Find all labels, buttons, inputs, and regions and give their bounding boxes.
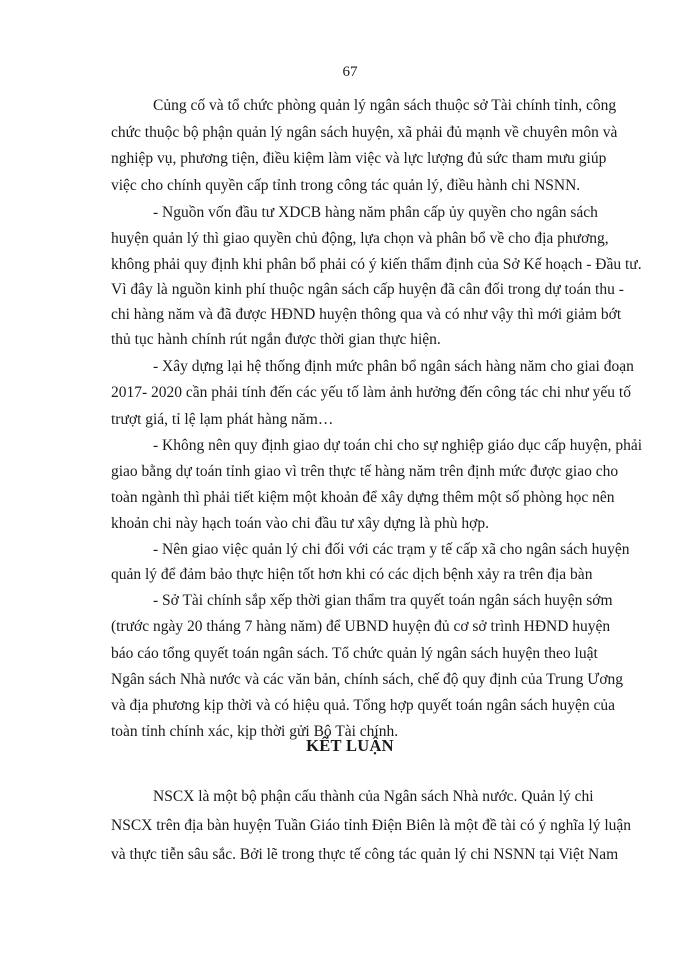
text-line: việc cho chính quyền cấp tỉnh trong công tác quản lý, điều hành chi NSNN. [111,176,581,194]
text-line: báo cáo tổng quyết toán ngân sách. Tổ chức quản lý ngân sách huyện theo luật [111,644,598,662]
text-line: trượt giá, tỉ lệ lạm phát hàng năm… [111,410,334,428]
text-line: chi hàng năm và đã được HĐND huyện thông qua và có như vậy thì mới giảm bớt [111,306,622,324]
text-line: Ngân sách Nhà nước và các văn bản, chính sách, chế độ quy định của Trung Ương [111,670,624,688]
text-line: Củng cố và tổ chức phòng quản lý ngân sách thuộc sở Tài chính tỉnh, công [153,97,617,115]
text-line: Vì đây là nguồn kinh phí thuộc ngân sách cấp huyện đã cân đối trong dự toán thu - [111,280,624,298]
text-line: thủ tục hành chính rút ngắn được thời gian thực hiện. [111,331,441,349]
page-number: 67 [342,64,358,80]
text-line: - Nên giao việc quản lý chi đối với các trạm y tế cấp xã cho ngân sách huyện [153,541,630,558]
text-line: - Nguồn vốn đầu tư XDCB hàng năm phân cấp ủy quyền cho ngân sách [153,203,598,221]
text-line: - Không nên quy định giao dự toán chi cho sự nghiệp giáo dục cấp huyện, phải [153,436,643,454]
text-line: toàn ngành thì phải tiết kiệm một khoản để xây dựng thêm một số phòng học nên [111,488,615,506]
text-line: không phải quy định khi phân bổ phải có ý kiến thẩm định của Sở Kế hoạch - Đầu tư. [111,255,642,273]
text-line: - Sở Tài chính sắp xếp thời gian thẩm tra quyết toán ngân sách huyện sớm [153,592,613,610]
text-line: giao bằng dự toán tỉnh giao vì trên thực tế hàng năm trên định mức được giao cho [111,462,619,480]
conclusion-heading: KẾT LUẬN [306,736,394,755]
text-line: (trước ngày 20 tháng 7 hàng năm) để UBND huyện đủ cơ sở trình HĐND huyện [111,618,611,636]
text-line: - Xây dựng lại hệ thống định mức phân bổ ngân sách hàng năm cho giai đoạn [153,358,634,376]
conclusion-text-line: NSCX trên địa bàn huyện Tuần Giáo tỉnh Điện Biên là một đề tài có ý nghĩa lý luận [111,817,632,834]
text-line: 2017- 2020 cần phải tính đến các yếu tố làm ảnh hưởng đến công tác chi như yếu tố [111,384,631,402]
text-line: và địa phương kịp thời và có hiệu quả. Tổng hợp quyết toán ngân sách huyện của [111,696,616,714]
text-line: nghiệp vụ, phương tiện, điều kiệm làm việc và lực lượng đủ sức tham mưu giúp [111,150,607,168]
text-line: khoản chi này hạch toán vào chi đầu tư xây dựng là phù hợp. [111,514,489,532]
conclusion-text-line: và thực tiễn sâu sắc. Bởi lẽ trong thực tế công tác quản lý chi NSNN tại Việt Nam [111,846,619,863]
text-line: chức thuộc bộ phận quản lý ngân sách huyện, xã phải đủ mạnh về chuyên môn và [111,124,618,142]
text-line: quản lý để đảm bảo thực hiện tốt hơn khi có các dịch bệnh xảy ra trên địa bàn [111,566,593,584]
text-line: huyện quản lý thì giao quyền chủ động, lựa chọn và phân bổ về cho địa phương, [111,229,609,247]
text-line: toàn tỉnh chính xác, kịp thời gửi Bộ Tài chính. [111,722,399,740]
conclusion-text-line: NSCX là một bộ phận cấu thành của Ngân sách Nhà nước. Quản lý chi [153,788,594,805]
